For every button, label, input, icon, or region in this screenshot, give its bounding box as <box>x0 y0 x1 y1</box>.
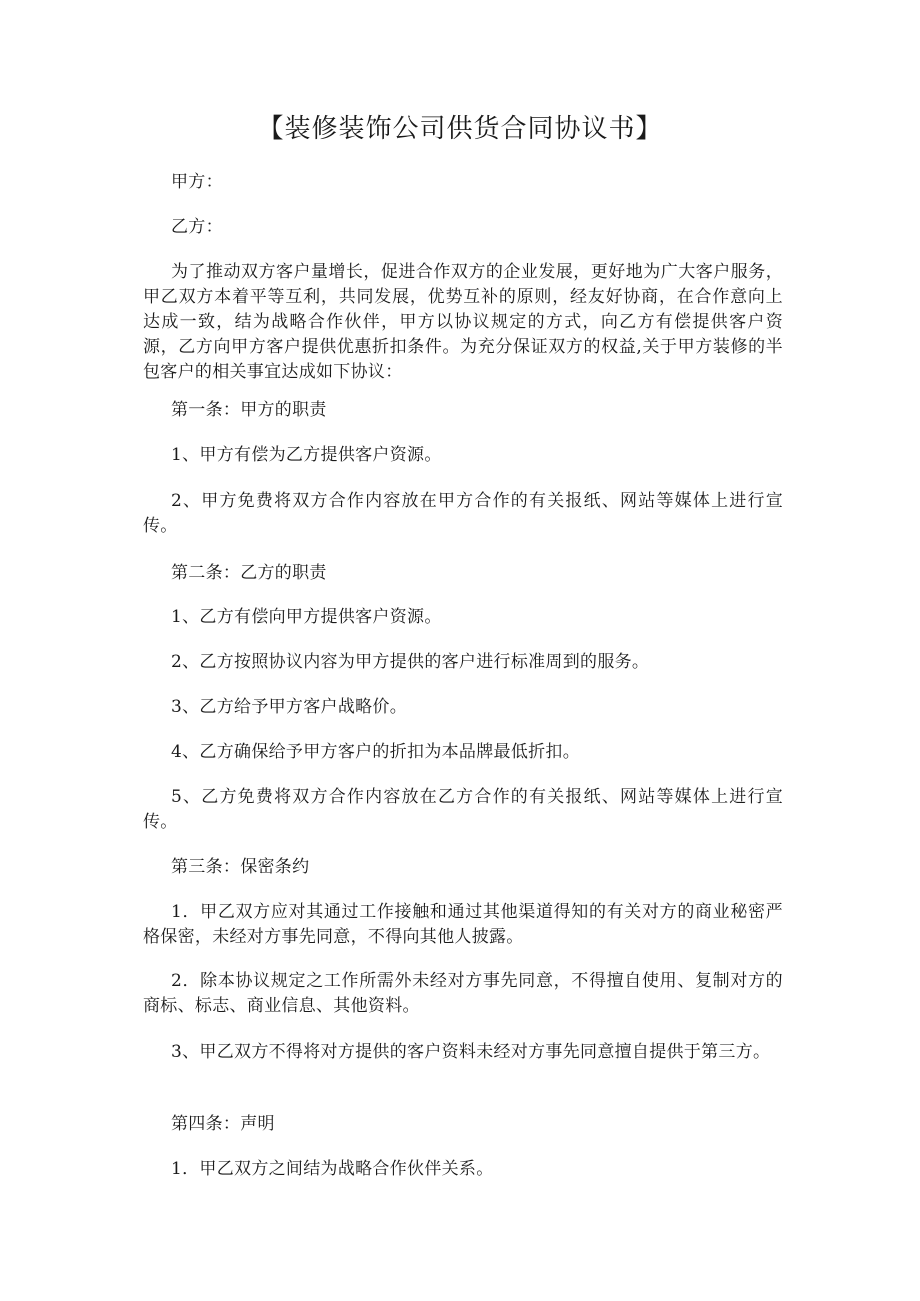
article-1-item-2: 2、甲方免费将双方合作内容放在甲方合作的有关报纸、网站等媒体上进行宣传。 <box>143 491 783 536</box>
article-2-item-3: 3、乙方给予甲方客户战略价。 <box>171 697 408 717</box>
article-3-item-2: 2．除本协议规定之工作所需外未经对方事先同意，不得擅自使用、复制对方的商标、标志、商业信息、其他资料。 <box>143 971 783 1016</box>
article-4-heading: 第四条：声明 <box>171 1114 275 1134</box>
article-4-item-1: 1．甲乙双方之间结为战略合作伙伴关系。 <box>171 1159 494 1179</box>
article-2-heading: 第二条：乙方的职责 <box>171 563 327 583</box>
party-a-line: 甲方： <box>171 172 223 192</box>
article-2-item-5: 5、乙方免费将双方合作内容放在乙方合作的有关报纸、网站等媒体上进行宣传。 <box>143 787 783 832</box>
article-3-item-3: 3、甲乙双方不得将对方提供的客户资料未经对方事先同意擅自提供于第三方。 <box>171 1042 771 1062</box>
article-1-heading: 第一条：甲方的职责 <box>171 400 327 420</box>
article-3-item-1: 1．甲乙双方应对其通过工作接触和通过其他渠道得知的有关对方的商业秘密严格保密，未经对方事先同意，不得向其他人披露。 <box>143 902 783 947</box>
article-2-item-4: 4、乙方确保给予甲方客户的折扣为本品牌最低折扣。 <box>171 742 581 762</box>
article-2-item-2: 2、乙方按照协议内容为甲方提供的客户进行标准周到的服务。 <box>171 652 650 672</box>
article-1-item-1: 1、甲方有偿为乙方提供客户资源。 <box>171 445 442 465</box>
intro-paragraph: 为了推动双方客户量增长，促进合作双方的企业发展，更好地为广大客户服务，甲乙双方本着平等互利，共同发展，优势互补的原则，经友好协商，在合作意向上达成一致，结为战略合作伙伴，甲方以协议规定的方式，向乙方有偿提供客户资源，乙方向甲方客户提供优惠折扣条件。为充分保证双方的权益,关于甲方装修的半包客户的相关事宜达成如下协议： <box>143 262 783 382</box>
document-title: 【装修装饰公司供货合同协议书】 <box>257 114 663 144</box>
article-2-item-1: 1、乙方有偿向甲方提供客户资源。 <box>171 607 442 627</box>
article-3-heading: 第三条：保密条约 <box>171 857 310 877</box>
party-b-line: 乙方： <box>171 217 223 237</box>
